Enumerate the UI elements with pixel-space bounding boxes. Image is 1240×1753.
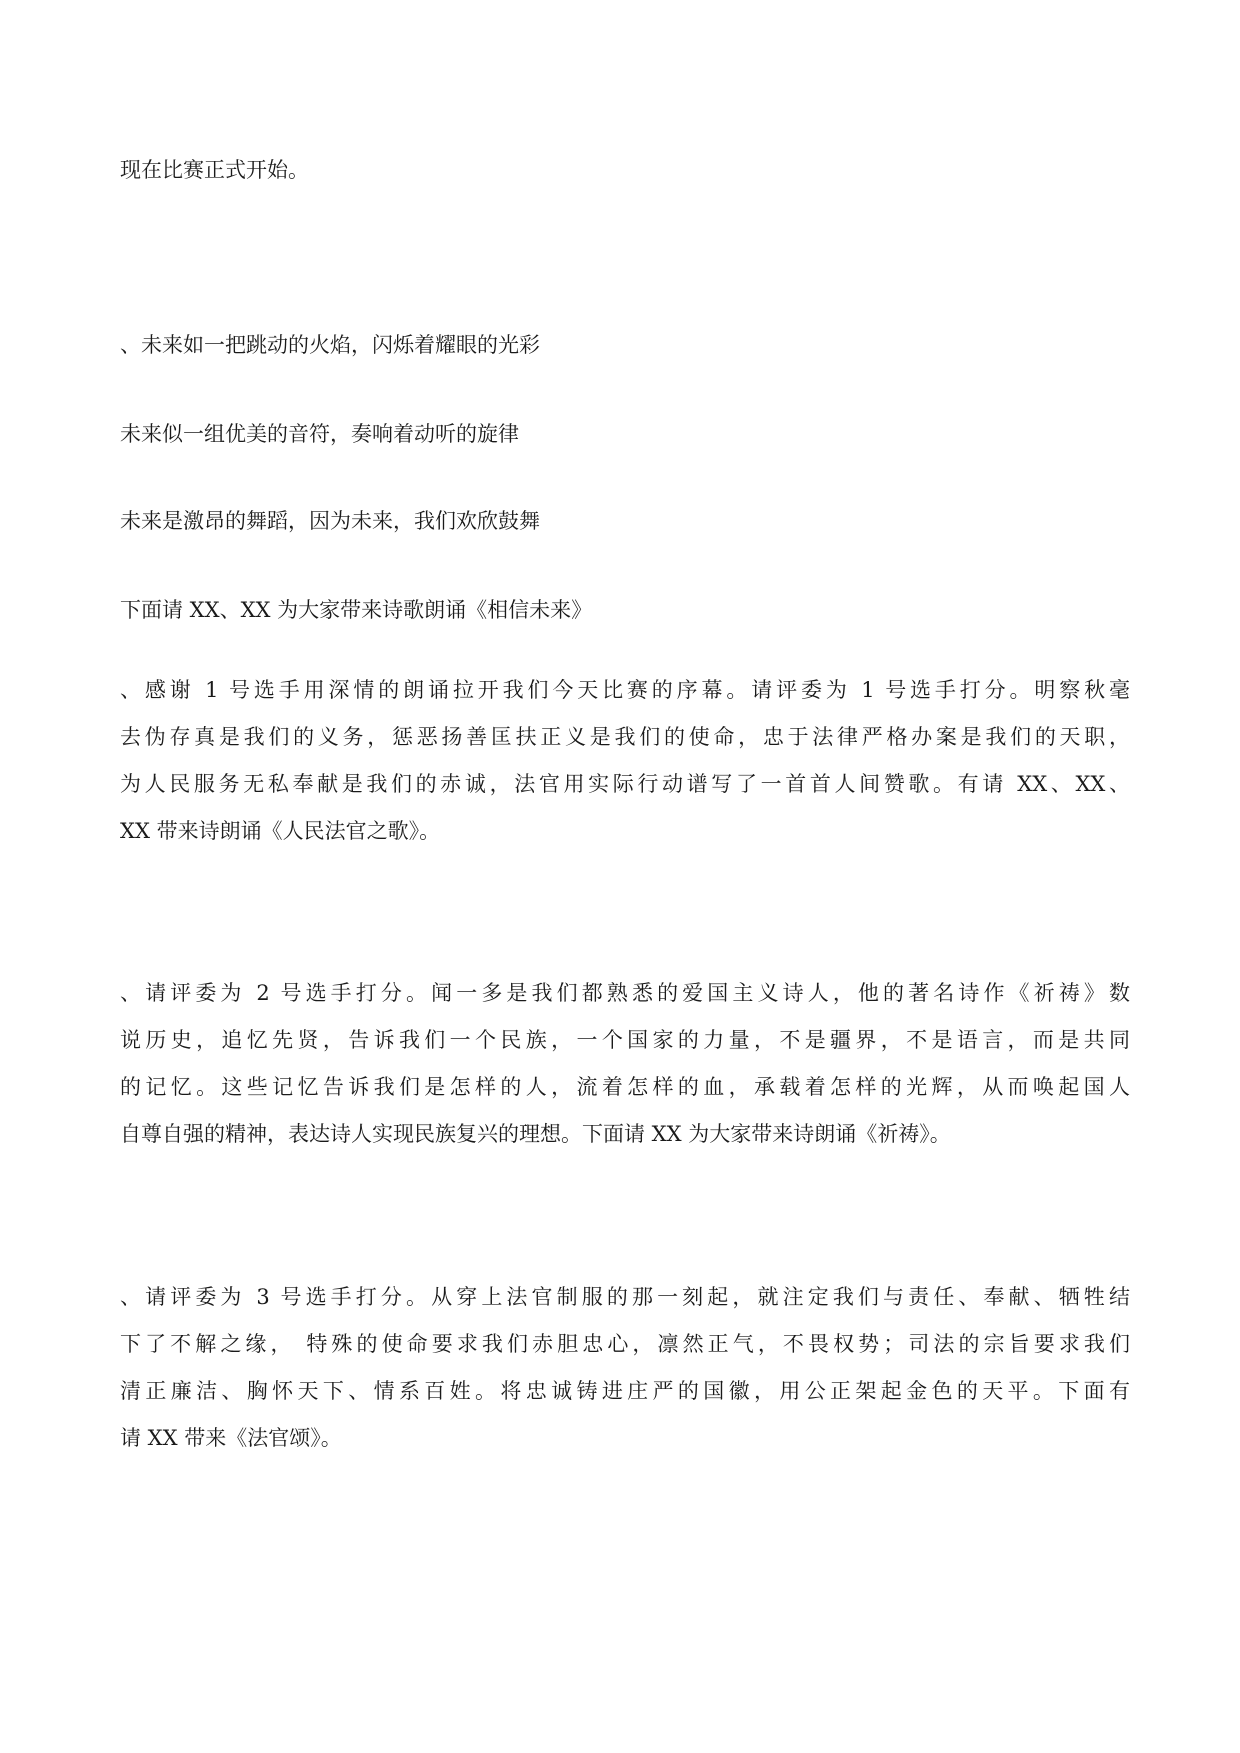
paragraph-3-line: 清正廉洁、胸怀天下、情系百姓。将忠诚铸进庄严的国徽，用公正架起金色的天平。下面有 [120,1379,1130,1403]
paragraph-2-line: 自尊自强的精神，表达诗人实现民族复兴的理想。下面请 XX 为大家带来诗朗诵《祈祷》。 [120,1122,951,1146]
opening-line: 现在比赛正式开始。 [120,158,309,182]
paragraph-2 [120,970,1130,1158]
paragraph-1-line: XX 带来诗朗诵《人民法官之歌》。 [120,819,441,843]
paragraph-1-line: 、感谢 1 号选手用深情的朗诵拉开我们今天比赛的序幕。请评委为 1 号选手打分。明察秋毫 [120,678,1130,702]
paragraph-1-line: 为人民服务无私奉献是我们的赤诚，法官用实际行动谱写了一首首人间赞歌。有请 XX、XX、 [120,772,1130,796]
poem-line-2: 未来似一组优美的音符，奏响着动听的旋律 [120,422,519,446]
poem-line-1: 、未来如一把跳动的火焰，闪烁着耀眼的光彩 [120,333,540,357]
paragraph-2-line: 、请评委为 2 号选手打分。闻一多是我们都熟悉的爱国主义诗人，他的著名诗作《祈祷》数 [120,981,1130,1005]
paragraph-1-line: 去伪存真是我们的义务，惩恶扬善匡扶正义是我们的使命，忠于法律严格办案是我们的天职， [120,725,1130,749]
paragraph-2-line: 的记忆。这些记忆告诉我们是怎样的人，流着怎样的血，承载着怎样的光辉，从而唤起国人 [120,1075,1130,1099]
paragraph-1 [120,667,1130,855]
paragraph-2-line: 说历史，追忆先贤，告诉我们一个民族，一个国家的力量，不是疆界，不是语言，而是共同 [120,1028,1130,1052]
poem-intro-line: 下面请 XX、XX 为大家带来诗歌朗诵《相信未来》 [120,598,593,622]
poem-line-3: 未来是激昂的舞蹈，因为未来，我们欢欣鼓舞 [120,509,540,533]
paragraph-3-line: 、请评委为 3 号选手打分。从穿上法官制服的那一刻起，就注定我们与责任、奉献、牺牲结 [120,1285,1130,1309]
paragraph-3 [120,1274,1130,1462]
paragraph-3-line: 下了不解之缘， 特殊的使命要求我们赤胆忠心，凛然正气，不畏权势；司法的宗旨要求我们 [120,1332,1130,1356]
paragraph-3-line: 请 XX 带来《法官颂》。 [120,1426,342,1450]
